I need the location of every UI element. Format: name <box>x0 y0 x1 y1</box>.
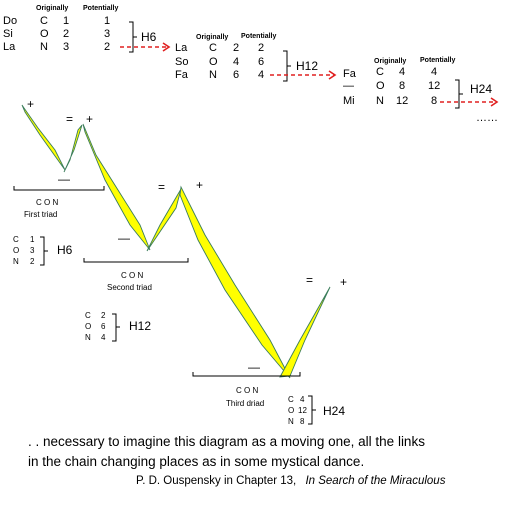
letter-cell: O <box>40 28 49 40</box>
triad-group-label: H6 <box>57 243 73 257</box>
triad-name: Third driad <box>226 399 265 408</box>
plus-sign: + <box>86 112 94 126</box>
note-cell: — <box>343 80 354 92</box>
orig-cell: 12 <box>396 95 409 107</box>
pot-cell: 12 <box>428 80 441 92</box>
letter-cell: N <box>376 95 384 107</box>
orig-cell: 4 <box>233 56 240 68</box>
equals-sign: = <box>66 112 74 126</box>
pot-cell: 4 <box>258 69 265 81</box>
box-letter: N <box>85 333 91 342</box>
letter-cell: N <box>40 41 48 53</box>
header-potentially: Potentially <box>83 5 119 12</box>
header-potentially: Potentially <box>241 33 277 40</box>
orig-cell: 2 <box>63 28 70 40</box>
box-letter: O <box>85 322 92 331</box>
triad-name: Second triad <box>107 283 152 292</box>
pot-cell: 2 <box>258 42 265 54</box>
box-value: 3 <box>30 246 35 255</box>
note-cell: Do <box>3 15 18 27</box>
note-cell: Fa <box>343 68 356 80</box>
pot-cell: 1 <box>104 15 111 27</box>
triad-con-label: C O N <box>121 271 144 280</box>
group-label-h12: H12 <box>296 59 319 73</box>
box-letter: O <box>13 246 20 255</box>
header-originally: Originally <box>36 5 69 12</box>
box-value: 4 <box>300 395 305 404</box>
band-third-descent <box>180 187 290 378</box>
minus-sign: — <box>248 360 260 374</box>
letter-cell: C <box>376 66 384 78</box>
equals-sign: = <box>306 273 314 287</box>
band-third-ascent <box>280 287 330 377</box>
arrow-h6-to-la <box>120 43 169 51</box>
box-value: 1 <box>30 235 35 244</box>
attribution-book-title: In Search of the Miraculous <box>305 475 446 487</box>
table3-bracket <box>455 80 463 108</box>
pot-cell: 2 <box>104 41 111 53</box>
pot-cell: 4 <box>431 66 438 78</box>
orig-cell: 1 <box>63 15 70 27</box>
band-second-ascent <box>147 189 181 251</box>
plus-sign: + <box>196 178 204 192</box>
letter-cell: O <box>376 80 385 92</box>
box-letter: C <box>85 311 91 320</box>
orig-cell: 8 <box>399 80 406 92</box>
triad-con-label: C O N <box>236 386 259 395</box>
letter-cell: C <box>40 15 48 27</box>
header-originally: Originally <box>374 58 407 65</box>
first-triad-bracket <box>14 186 104 190</box>
band-first-ascent <box>64 125 82 172</box>
letter-cell: O <box>209 56 218 68</box>
orig-cell: 4 <box>399 66 406 78</box>
ellipsis: …… <box>476 112 498 124</box>
triad2-box-bracket <box>112 314 120 341</box>
box-letter: C <box>288 395 294 404</box>
caption-line-2: in the chain changing places as in some mystical dance. <box>28 454 365 469</box>
note-cell: Fa <box>175 69 188 81</box>
box-letter: N <box>13 257 19 266</box>
plus-sign: + <box>27 97 35 111</box>
note-cell: Mi <box>343 95 355 107</box>
pot-cell: 6 <box>258 56 265 68</box>
arrow-h24-onward <box>440 98 497 106</box>
plus-sign: + <box>340 275 348 289</box>
pot-cell: 3 <box>104 28 111 40</box>
triad-name: First triad <box>24 210 58 219</box>
pot-cell: 8 <box>431 95 438 107</box>
letter-cell: N <box>209 69 217 81</box>
header-potentially: Potentially <box>420 57 456 64</box>
caption-line-1: . . necessary to imagine this diagram as a moving one, all the links <box>28 434 425 449</box>
triad-con-label: C O N <box>36 198 59 207</box>
group-label-h24: H24 <box>470 82 493 96</box>
box-value: 2 <box>101 311 106 320</box>
box-value: 4 <box>101 333 106 342</box>
zigzag-bands <box>22 105 330 378</box>
triad-group-label: H12 <box>129 319 152 333</box>
triad1-box-bracket <box>40 237 48 265</box>
minus-sign: — <box>58 172 70 186</box>
band-first-descent <box>22 105 65 170</box>
box-value: 12 <box>298 406 307 415</box>
note-cell: La <box>3 41 16 53</box>
box-value: 8 <box>300 417 305 426</box>
note-cell: Si <box>3 28 13 40</box>
box-value: 6 <box>101 322 106 331</box>
caption-attribution <box>136 475 445 487</box>
second-triad-bracket <box>84 258 188 262</box>
group-label-h6: H6 <box>141 30 157 44</box>
header-originally: Originally <box>196 34 229 41</box>
box-letter: C <box>13 235 19 244</box>
letter-cell: C <box>209 42 217 54</box>
note-cell: So <box>175 56 189 68</box>
box-letter: O <box>288 406 295 415</box>
band-second-descent <box>83 124 150 250</box>
orig-cell: 6 <box>233 69 240 81</box>
attribution-author: P. D. Ouspensky in Chapter 13, <box>136 475 297 487</box>
minus-sign: — <box>118 231 130 245</box>
orig-cell: 3 <box>63 41 70 53</box>
orig-cell: 2 <box>233 42 240 54</box>
triad-group-label: H24 <box>323 404 346 418</box>
note-cell: La <box>175 42 188 54</box>
triad3-box-bracket <box>308 396 316 424</box>
box-letter: N <box>288 417 294 426</box>
table2-bracket <box>283 51 291 81</box>
box-value: 2 <box>30 257 35 266</box>
equals-sign: = <box>158 180 166 194</box>
